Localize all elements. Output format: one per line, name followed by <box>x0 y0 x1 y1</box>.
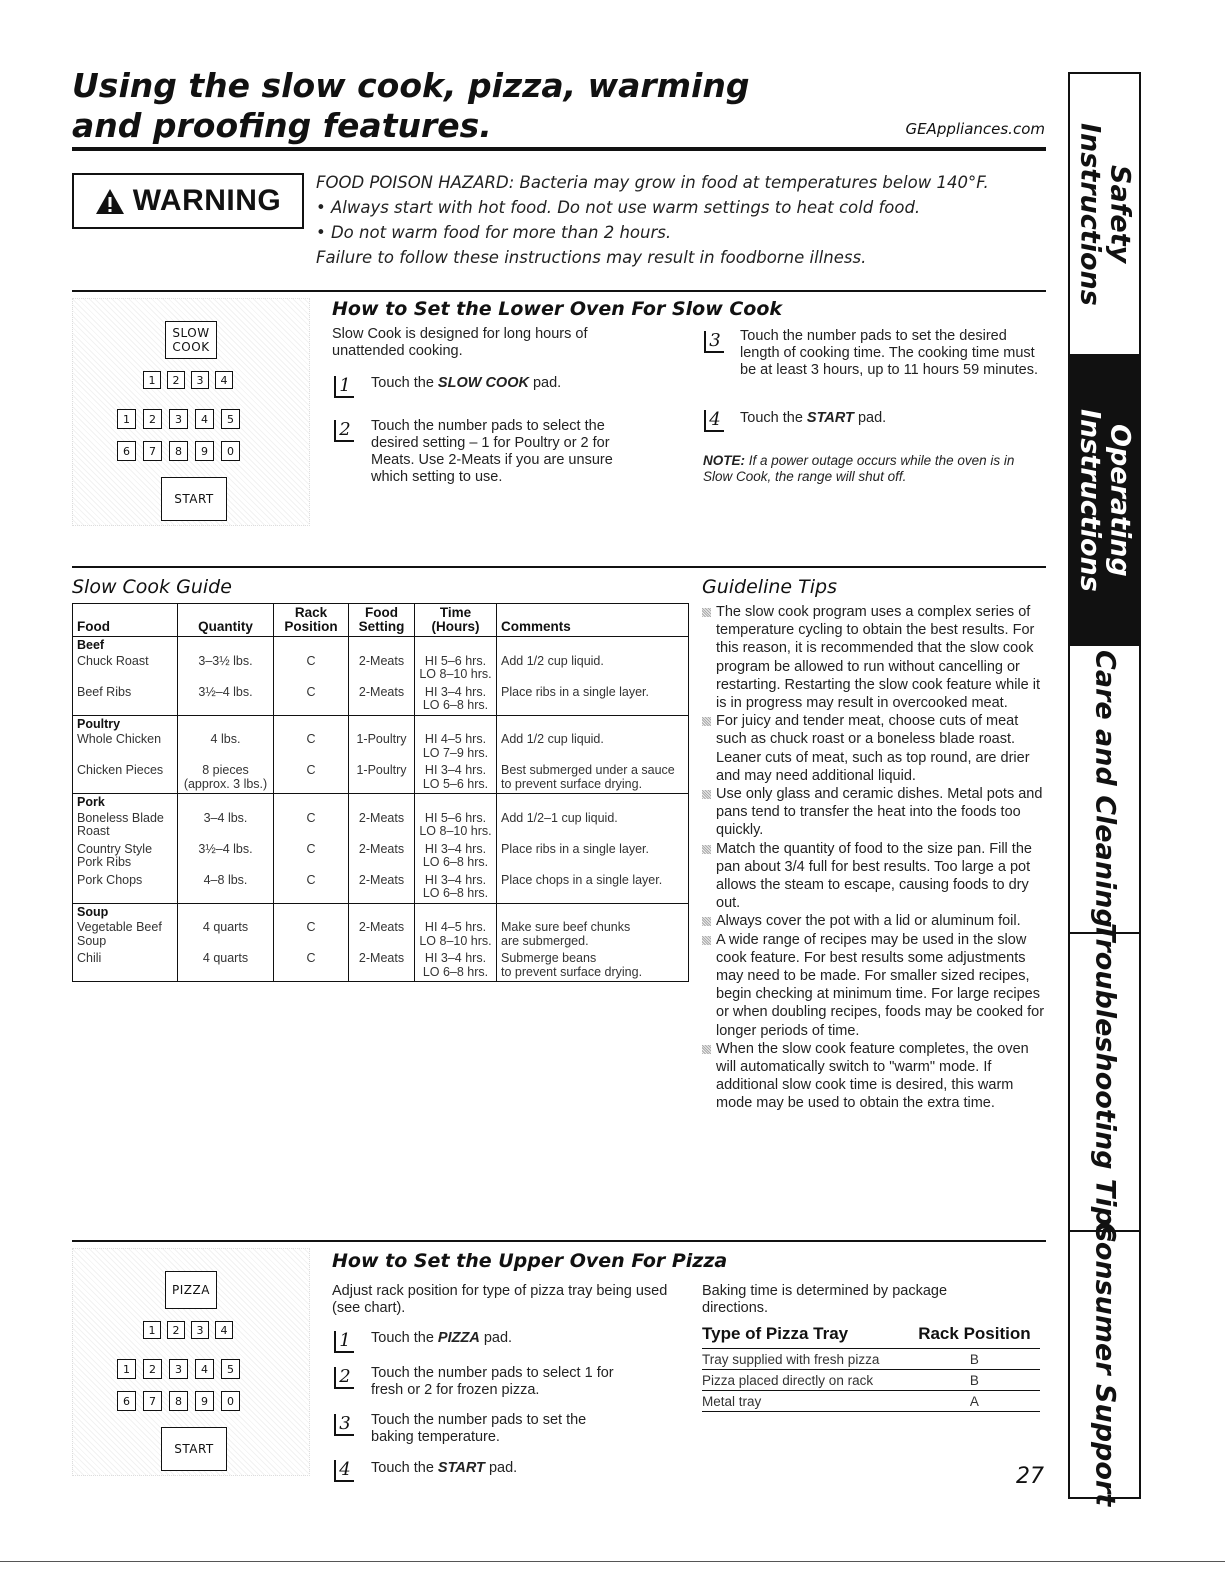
tab-label: Consumer Support <box>1089 1222 1121 1507</box>
setting-cell: 2-Meats <box>349 653 415 684</box>
table-row <box>73 762 689 794</box>
step-1-pre: Touch the <box>371 375 438 391</box>
number-key-7: 7 <box>143 441 162 461</box>
rack-cell: C <box>274 919 349 950</box>
food-cell <box>73 919 178 950</box>
comment-line: Place chops in a single layer. <box>501 872 663 887</box>
pizza-tray-table <box>702 1322 1040 1412</box>
bullet-icon <box>702 717 711 726</box>
quantity-cell: 3½–4 lbs. <box>178 841 274 872</box>
tip-item <box>702 1040 1047 1113</box>
setting-cell: 2-Meats <box>349 919 415 950</box>
rack-cell: C <box>274 841 349 872</box>
slow-key-line-1: SLOW <box>172 326 210 340</box>
quantity-line-2: (approx. 3 lbs.) <box>183 776 268 791</box>
warning-hazard: FOOD POISON HAZARD: Bacteria may grow in food at temperatures below 140°F. <box>316 173 989 192</box>
step-4-post: pad. <box>853 410 887 426</box>
number-key-6: 6 <box>117 441 136 461</box>
table-row <box>73 919 689 950</box>
bullet-icon <box>702 845 711 854</box>
page-title <box>72 66 749 146</box>
start-pad-label: START <box>806 410 854 426</box>
bullet-icon <box>702 917 711 926</box>
step-1-number: 1 <box>334 376 354 398</box>
bullet-icon <box>702 790 711 799</box>
slow-cook-guide-table <box>72 603 689 982</box>
step-3-number: 3 <box>704 331 724 353</box>
group-beef: Beef <box>73 637 178 653</box>
tray-type-cell: Pizza placed directly on rack <box>702 1370 909 1391</box>
tip-text: For juicy and tender meat, choose cuts of meat such as chuck roast or a boneless blade roast. Leaner cuts of meat, such as top round, are drier and may need additional liquid. <box>716 713 1030 784</box>
tab-label-line-2: Instructions <box>1074 122 1106 306</box>
col-comments: Comments <box>497 604 689 637</box>
setting-cell: 2-Meats <box>349 950 415 982</box>
col-rack: Rack Position <box>274 604 349 637</box>
time-lo: LO 6–8 hrs. <box>422 886 489 900</box>
comment-line: Place ribs in a single layer. <box>501 841 649 856</box>
warning-bullet-2: • Do not warm food for more than 2 hours. <box>316 223 672 242</box>
bullet-icon <box>702 936 711 945</box>
setting-cell: 2-Meats <box>349 841 415 872</box>
group-pork: Pork <box>73 794 178 810</box>
food-cell <box>73 841 178 872</box>
time-cell <box>415 950 497 982</box>
comment-cell <box>497 810 689 841</box>
tip-item <box>702 912 1047 930</box>
time-lo: LO 6–8 hrs. <box>422 964 489 979</box>
comment-line: Make sure beef chunks <box>501 920 631 934</box>
slow-cook-intro: Slow Cook is designed for long hours of unattended cooking. <box>332 326 588 359</box>
time-lo: LO 8–10 hrs. <box>419 933 492 948</box>
pizza-step-2-number: 2 <box>334 1367 354 1389</box>
table-row <box>73 841 689 872</box>
comment-cell <box>497 950 689 982</box>
table-row <box>702 1370 1040 1391</box>
food-cell: Beef Ribs <box>73 684 178 716</box>
pizza-rule <box>72 1240 1046 1242</box>
tip-item <box>702 712 1047 785</box>
number-key-5: 5 <box>221 1359 240 1379</box>
comment-line: Place ribs in a single layer. <box>501 684 649 699</box>
pizza-intro: Adjust rack position for type of pizza tray being used (see chart). <box>332 1283 668 1316</box>
pizza-title: How to Set the Upper Oven For Pizza <box>332 1250 728 1272</box>
number-key-5: 5 <box>221 409 240 429</box>
food-line-1: Country Style <box>77 841 153 856</box>
slow-cook-step-2: Touch the number pads to select the desired setting – 1 for Poultry or 2 for Meats. Use 2-Meats if you are unsure which setting to use. <box>371 418 613 485</box>
rack-cell: C <box>274 653 349 684</box>
pizza-key: PIZZA <box>165 1271 217 1309</box>
comment-line: to prevent surface drying. <box>501 964 643 979</box>
time-lo: LO 7–9 hrs. <box>422 745 489 760</box>
setting-cell: 1-Poultry <box>349 762 415 794</box>
food-cell: Pork Chops <box>73 872 178 904</box>
step-2-number: 2 <box>334 420 354 442</box>
pizza-pad-label: PIZZA <box>437 1330 480 1346</box>
rack-cell: C <box>274 731 349 762</box>
rack-cell: C <box>274 762 349 794</box>
group-row <box>73 637 689 653</box>
setting-key-4: 4 <box>215 1321 233 1339</box>
setting-cell: 2-Meats <box>349 872 415 904</box>
number-key-1: 1 <box>117 409 136 429</box>
bullet-icon <box>702 608 711 617</box>
food-line-2: Roast <box>77 824 110 838</box>
food-line-2: Soup <box>77 933 107 948</box>
setting-cell: 2-Meats <box>349 810 415 841</box>
setting-cell: 1-Poultry <box>349 731 415 762</box>
quantity-line-1: 8 pieces <box>202 763 249 777</box>
food-cell <box>73 810 178 841</box>
pizza-step-1-pre: Touch the <box>371 1330 438 1346</box>
tab-operating-instructions[interactable] <box>1070 356 1139 646</box>
pizza-step-1-number: 1 <box>334 1331 354 1353</box>
col-tray-type: Type of Pizza Tray <box>702 1322 909 1349</box>
pizza-baking-note: Baking time is determined by package directions. <box>702 1283 948 1316</box>
number-key-2: 2 <box>143 1359 162 1379</box>
table-row <box>73 950 689 982</box>
group-row <box>73 715 689 731</box>
pizza-step-4 <box>371 1460 631 1477</box>
tips-title: Guideline Tips <box>702 576 837 598</box>
number-key-0: 0 <box>221 441 240 461</box>
guideline-tips <box>702 603 1047 1113</box>
number-key-2: 2 <box>143 409 162 429</box>
pizza-step-2: Touch the number pads to select 1 for fresh or 2 for frozen pizza. <box>371 1365 614 1398</box>
time-cell <box>415 762 497 794</box>
setting-key-2: 2 <box>167 371 185 389</box>
col-setting: Food Setting <box>349 604 415 637</box>
quantity-cell: 3–4 lbs. <box>178 810 274 841</box>
time-cell <box>415 731 497 762</box>
warning-box <box>72 173 304 229</box>
slow-cook-pad-label: SLOW COOK <box>437 375 529 391</box>
time-hi: HI 3–4 hrs. <box>424 872 487 887</box>
pizza-control-panel <box>72 1248 310 1476</box>
slow-cook-key <box>165 321 217 359</box>
tab-label: Troubleshooting Tips <box>1089 922 1121 1242</box>
time-lo: LO 6–8 hrs. <box>422 698 489 712</box>
time-hi: HI 5–6 hrs. <box>424 653 487 668</box>
food-line-1: Vegetable Beef <box>77 920 162 934</box>
comment-line: Add 1/2 cup liquid. <box>501 732 604 746</box>
step-1-post: pad. <box>528 375 562 391</box>
comment-cell <box>497 841 689 872</box>
food-cell: Chuck Roast <box>73 653 178 684</box>
number-key-0: 0 <box>221 1391 240 1411</box>
tip-text: When the slow cook feature completes, the oven will automatically switch to "warm" mode. If additional slow cook time is desired, this warm mode may be used to obtain the extra time. <box>716 1040 1029 1112</box>
table-row <box>73 653 689 684</box>
number-key-4: 4 <box>195 409 214 429</box>
slow-cook-step-1 <box>371 375 641 392</box>
table-row <box>73 810 689 841</box>
pizza-step-4-post: pad. <box>484 1460 518 1476</box>
pizza-step-1-post: pad. <box>479 1330 513 1346</box>
time-lo: LO 6–8 hrs. <box>422 855 489 869</box>
comment-line: Add 1/2 cup liquid. <box>501 653 604 668</box>
number-key-3: 3 <box>169 1359 188 1379</box>
quantity-cell: 4 quarts <box>178 919 274 950</box>
site-link[interactable]: GEAppliances.com <box>905 120 1045 138</box>
tab-label-line-1: Operating <box>1104 423 1136 577</box>
time-lo: LO 8–10 hrs. <box>419 824 492 838</box>
step-4-number: 4 <box>704 410 724 432</box>
tray-type-cell: Metal tray <box>702 1391 909 1412</box>
slow-cook-step-4 <box>740 410 1040 427</box>
quantity-cell: 4 lbs. <box>178 731 274 762</box>
title-line-2: and proofing features. <box>72 106 492 145</box>
time-lo: LO 8–10 hrs. <box>419 667 492 681</box>
rack-cell: C <box>274 950 349 982</box>
tip-text: A wide range of recipes may be used in the slow cook feature. For best results some adjustments may need to be made. For smaller sized recipes, begin checking at minimum time. For large recipes or when doubling recipes, foods may be cooked for longer periods of time. <box>716 931 1045 1039</box>
comment-cell <box>497 872 689 904</box>
number-key-4: 4 <box>195 1359 214 1379</box>
slow-cook-title: How to Set the Lower Oven For Slow Cook <box>332 298 783 320</box>
rack-cell: A <box>909 1391 1040 1412</box>
tip-text: Use only glass and ceramic dishes. Metal pots and pans tend to transfer the heat into the foods too quickly. <box>716 786 1043 839</box>
pizza-step-1 <box>371 1330 671 1347</box>
group-row <box>73 903 689 919</box>
warning-label: WARNING <box>132 184 282 217</box>
note-text: If a power outage occurs while the oven is in Slow Cook, the range will shut off. <box>703 453 1015 484</box>
col-quantity: Quantity <box>178 604 274 637</box>
comment-cell <box>497 762 689 794</box>
setting-key-1: 1 <box>143 1321 161 1339</box>
comment-line: Submerge beans <box>501 951 597 965</box>
pizza-step-3: Touch the number pads to set the baking temperature. <box>371 1412 587 1445</box>
quantity-cell <box>178 762 274 794</box>
guide-header-row <box>73 604 689 637</box>
pizza-step-4-number: 4 <box>334 1460 354 1482</box>
number-key-3: 3 <box>169 409 188 429</box>
pizza-header-row <box>702 1322 1040 1349</box>
time-cell <box>415 653 497 684</box>
bottom-rule <box>0 1561 1225 1562</box>
pizza-step-3-number: 3 <box>334 1414 354 1436</box>
slow-cook-note <box>703 453 1043 485</box>
header-rule <box>72 147 1046 151</box>
tip-text: Always cover the pot with a lid or aluminum foil. <box>716 913 1021 930</box>
time-cell <box>415 684 497 716</box>
table-row <box>73 731 689 762</box>
slow-key-line-2: COOK <box>172 340 210 354</box>
tip-text: Match the quantity of food to the size pan. Fill the pan about 3/4 full for best results. Too large a pot allows the steam to escape, causing foods to dry out. <box>716 840 1032 912</box>
food-line-1: Boneless Blade <box>77 810 164 825</box>
time-hi: HI 4–5 hrs. <box>424 920 487 934</box>
bullet-icon <box>702 1045 711 1054</box>
time-hi: HI 5–6 hrs. <box>424 810 487 825</box>
tab-label <box>1075 409 1135 592</box>
comment-line: to prevent surface drying. <box>501 776 643 791</box>
time-hi: HI 3–4 hrs. <box>424 841 487 856</box>
food-cell: Chili <box>73 950 178 982</box>
table-row <box>702 1391 1040 1412</box>
setting-key-4: 4 <box>215 371 233 389</box>
tray-type-cell: Tray supplied with fresh pizza <box>702 1349 909 1370</box>
tab-label <box>1075 123 1135 306</box>
rack-cell: C <box>274 684 349 716</box>
rack-cell: B <box>909 1349 1040 1370</box>
section-rule <box>72 290 1046 292</box>
number-key-9: 9 <box>195 441 214 461</box>
step-4-pre: Touch the <box>740 410 807 426</box>
comment-line: Add 1/2–1 cup liquid. <box>501 810 618 825</box>
rack-cell: C <box>274 810 349 841</box>
number-key-7: 7 <box>143 1391 162 1411</box>
setting-key-1: 1 <box>143 371 161 389</box>
page-number: 27 <box>1016 1464 1044 1489</box>
rack-cell: B <box>909 1370 1040 1391</box>
table-row <box>702 1349 1040 1370</box>
food-line-2: Pork Ribs <box>77 855 132 869</box>
warning-bullet-1: • Always start with hot food. Do not use warm settings to heat cold food. <box>316 198 921 217</box>
tab-troubleshooting-tips[interactable] <box>1070 922 1139 1242</box>
group-row <box>73 794 689 810</box>
time-hi: HI 3–4 hrs. <box>424 951 487 965</box>
setting-key-2: 2 <box>167 1321 185 1339</box>
start-key: START <box>161 1427 227 1471</box>
time-hi: HI 3–4 hrs. <box>424 763 487 777</box>
col-time: Time (Hours) <box>415 604 497 637</box>
guide-title: Slow Cook Guide <box>72 576 232 598</box>
tip-item <box>702 785 1047 840</box>
table-row <box>73 872 689 904</box>
quantity-cell: 4 quarts <box>178 950 274 982</box>
quantity-cell: 3½–4 lbs. <box>178 684 274 716</box>
tab-label-line-2: Instructions <box>1074 408 1106 592</box>
col-rack-position: Rack Position <box>909 1322 1040 1349</box>
number-key-1: 1 <box>117 1359 136 1379</box>
time-hi: HI 3–4 hrs. <box>424 684 487 699</box>
tip-item <box>702 931 1047 1040</box>
warning-failure: Failure to follow these instructions may result in foodborne illness. <box>316 248 867 267</box>
comment-line: are submerged. <box>501 933 589 948</box>
side-nav <box>1068 72 1141 1507</box>
tab-label: Care and Cleaning <box>1089 650 1121 928</box>
setting-cell: 2-Meats <box>349 684 415 716</box>
slow-cook-control-panel <box>72 298 310 526</box>
tip-text: The slow cook program uses a complex series of temperature cycling to obtain the best results. For this reason, it is recommended that the slow cook program be allowed to run without cancelling or restarting. Restarting the slow cook feature while it is in progress may result in overcooked meat. <box>716 604 1040 712</box>
start-key: START <box>161 477 227 521</box>
number-key-9: 9 <box>195 1391 214 1411</box>
quantity-cell: 4–8 lbs. <box>178 872 274 904</box>
time-cell <box>415 841 497 872</box>
number-key-8: 8 <box>169 441 188 461</box>
warning-message <box>316 170 989 270</box>
tip-item <box>702 840 1047 913</box>
tip-item <box>702 603 1047 712</box>
tab-safety-instructions[interactable] <box>1070 74 1139 356</box>
table-row <box>73 684 689 716</box>
note-label: NOTE: <box>703 453 745 468</box>
comment-cell <box>497 731 689 762</box>
tab-care-and-cleaning[interactable] <box>1070 646 1139 934</box>
time-cell <box>415 872 497 904</box>
comment-cell <box>497 653 689 684</box>
time-cell <box>415 919 497 950</box>
tab-consumer-support[interactable] <box>1070 1222 1139 1507</box>
setting-key-3: 3 <box>191 371 209 389</box>
setting-key-3: 3 <box>191 1321 209 1339</box>
time-cell <box>415 810 497 841</box>
food-cell: Chicken Pieces <box>73 762 178 794</box>
food-cell: Whole Chicken <box>73 731 178 762</box>
slow-cook-step-3: Touch the number pads to set the desired length of cooking time. The cooking time must be at least 3 hours, up to 11 hours 59 minutes. <box>740 328 1038 378</box>
guide-rule <box>72 566 1046 568</box>
pizza-start-pad-label: START <box>437 1460 485 1476</box>
warning-triangle-icon <box>95 188 125 215</box>
quantity-cell: 3–3½ lbs. <box>178 653 274 684</box>
time-lo: LO 5–6 hrs. <box>422 776 489 791</box>
comment-cell <box>497 684 689 716</box>
comment-cell <box>497 919 689 950</box>
time-hi: HI 4–5 hrs. <box>424 732 487 746</box>
rack-cell: C <box>274 872 349 904</box>
pizza-step-4-pre: Touch the <box>371 1460 438 1476</box>
col-food: Food <box>73 604 178 637</box>
number-key-8: 8 <box>169 1391 188 1411</box>
comment-line: Best submerged under a sauce <box>501 763 675 777</box>
tab-label-line-1: Safety <box>1104 164 1136 264</box>
title-line-1: Using the slow cook, pizza, warming <box>72 66 750 105</box>
group-poultry: Poultry <box>73 715 178 731</box>
group-soup: Soup <box>73 903 178 919</box>
number-key-6: 6 <box>117 1391 136 1411</box>
